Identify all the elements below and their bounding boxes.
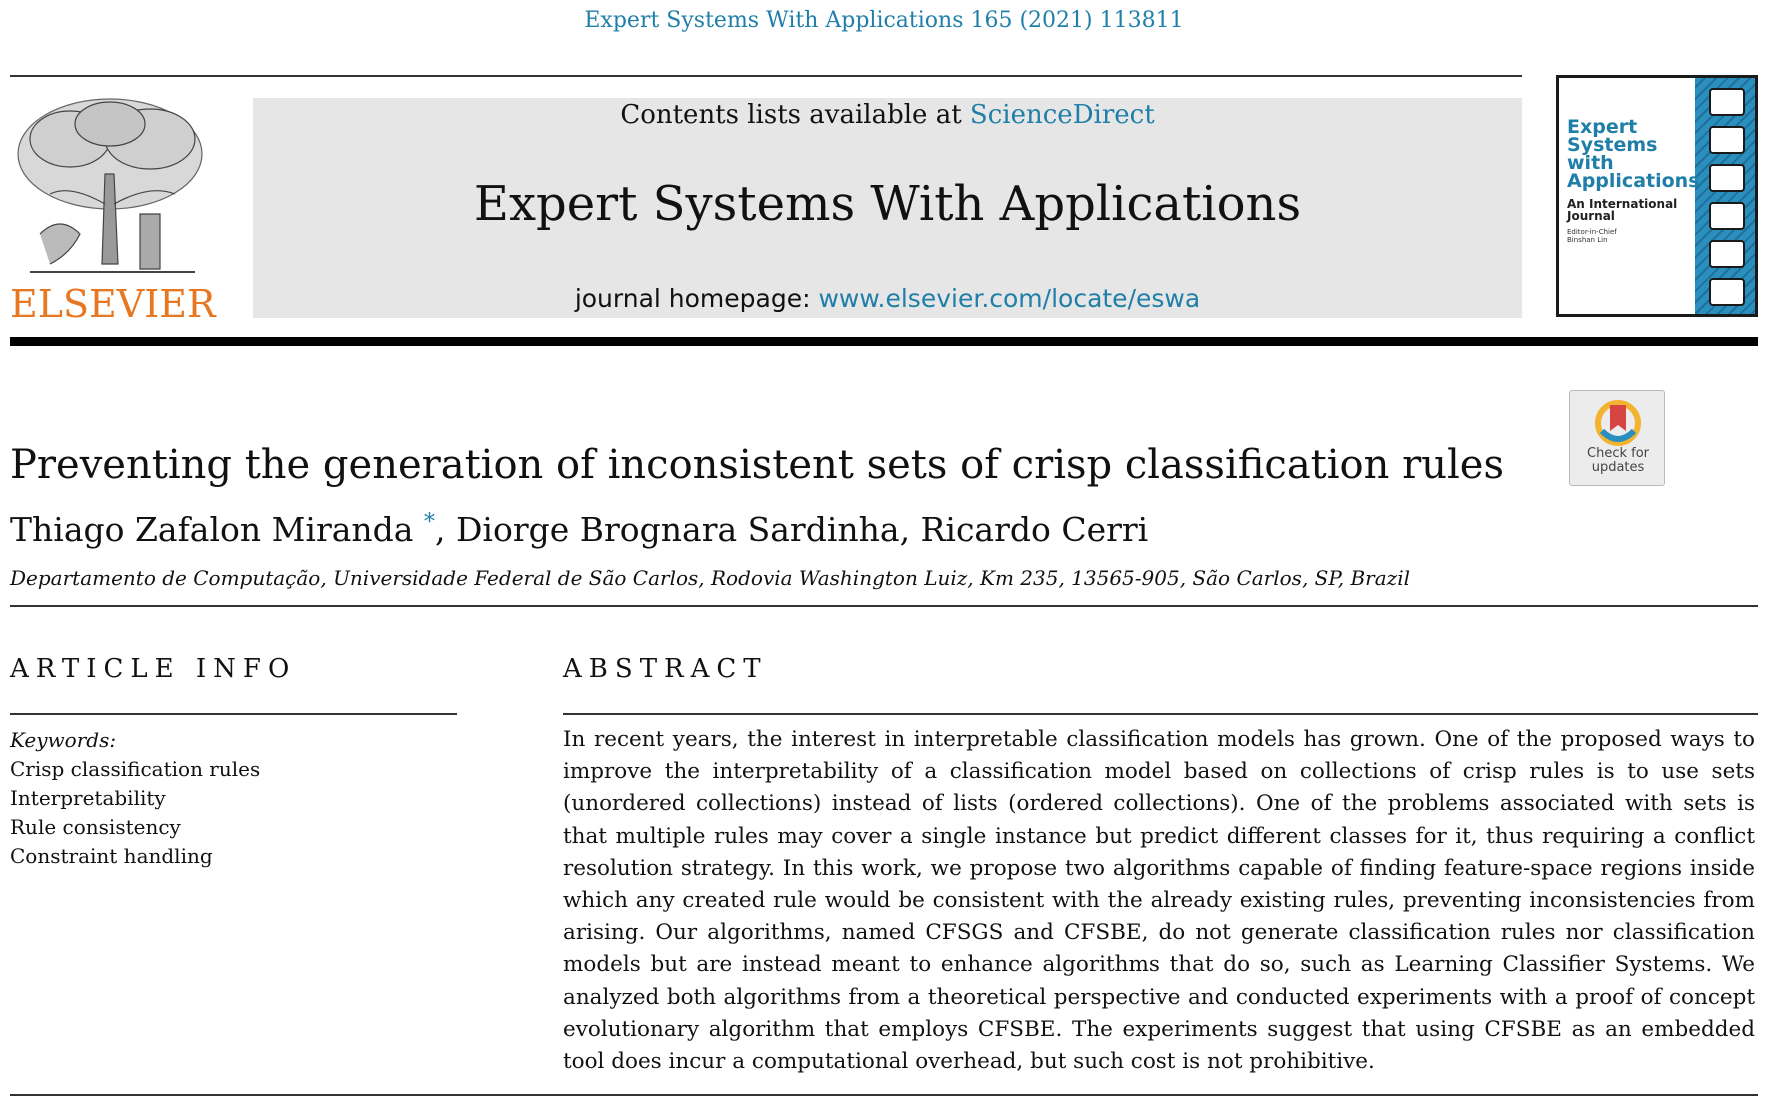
author-list bbox=[10, 510, 1510, 549]
elsevier-wordmark[interactable]: ELSEVIER bbox=[10, 282, 216, 326]
homepage-prefix: journal homepage: bbox=[574, 284, 819, 313]
check-updates-label: Check for updates bbox=[1587, 446, 1649, 475]
keyword-item: Crisp classification rules bbox=[10, 757, 261, 781]
journal-title: Expert Systems With Applications bbox=[473, 176, 1302, 232]
keywords-label: Keywords: bbox=[10, 728, 117, 752]
keyword-item: Rule consistency bbox=[10, 815, 181, 839]
cover-title-line: Expert bbox=[1567, 116, 1638, 138]
affiliation: Departamento de Computação, Universidade Federal de São Carlos, Rodovia Washington Luiz, Km 235, 13565-905, São Carlos, SP, Brazil bbox=[10, 566, 1410, 590]
cover-title-line: with bbox=[1567, 152, 1614, 174]
homepage-line bbox=[253, 284, 1522, 313]
masthead-thick-rule bbox=[10, 337, 1758, 346]
cover-title-line: Systems bbox=[1567, 134, 1658, 156]
abstract-heading: ABSTRACT bbox=[563, 654, 768, 684]
check-updates-icon bbox=[1588, 397, 1648, 449]
abstract-rule bbox=[563, 713, 1758, 715]
corresponding-author-mark[interactable]: * bbox=[423, 510, 435, 535]
cover-title-line: Applications bbox=[1567, 170, 1700, 192]
sciencedirect-link[interactable]: ScienceDirect bbox=[969, 100, 1155, 130]
cover-subtitle: An International Journal bbox=[1567, 197, 1678, 223]
keyword-item: Interpretability bbox=[10, 786, 166, 810]
cover-editor bbox=[1567, 228, 1707, 244]
article-info-rule bbox=[10, 713, 457, 715]
scales-icon bbox=[1709, 164, 1745, 192]
microscope-icon bbox=[1709, 202, 1745, 230]
running-head[interactable]: Expert Systems With Applications 165 (2021) 113811 bbox=[584, 8, 1184, 33]
tree-icon bbox=[10, 94, 210, 284]
journal-cover[interactable] bbox=[1556, 75, 1758, 317]
author-first[interactable]: Thiago Zafalon Miranda bbox=[10, 510, 414, 549]
check-for-updates-button[interactable] bbox=[1569, 390, 1665, 486]
contents-prefix: Contents lists available at bbox=[620, 100, 970, 130]
contents-line bbox=[253, 100, 1522, 130]
author-rest: , Diorge Brognara Sardinha, Ricardo Cerri bbox=[434, 510, 1149, 549]
caduceus-icon bbox=[1709, 278, 1745, 306]
article-title: Preventing the generation of inconsistent sets of crisp classification rules bbox=[10, 442, 1504, 488]
cover-editor-label: Editor-in-Chief bbox=[1567, 228, 1617, 236]
satellite-icon bbox=[1709, 240, 1745, 268]
steering-wheel-icon bbox=[1709, 88, 1745, 116]
affiliation-rule bbox=[10, 605, 1758, 607]
cover-editor-name: Binshan Lin bbox=[1567, 236, 1608, 244]
article-info-heading: ARTICLE INFO bbox=[10, 654, 297, 684]
top-rule bbox=[10, 75, 1522, 77]
homepage-link[interactable]: www.elsevier.com/locate/eswa bbox=[818, 284, 1201, 313]
keyword-item: Constraint handling bbox=[10, 844, 213, 868]
abstract-text: In recent years, the interest in interpretable classification models has grown. One of the proposed ways to improve the interpretability of a classification model based on collections of crisp rules is to use sets (unordered collections) instead of lists (ordered collections). One of the problems associated with sets is that multiple rules may cover a single instance but predict different classes for it, thus requiring a conflict resolution strategy. In this work, we propose two algorithms capable of finding feature-space regions inside which any created rule would be consistent with the already existing rules, preventing inconsistencies from arising. Our algorithms, named CFSGS and CFSBE, do not generate classification rules nor classification models but are instead meant to enhance algorithms that do so, such as Learning Classifier Systems. We analyzed both algorithms from a theoretical perspective and conducted experiments with a proof of concept evolutionary algorithm that employs CFSBE. The experiments suggest that using CFSBE as an embedded tool does incur a computational overhead, but such cost is not prohibitive. bbox=[563, 727, 1755, 1075]
bar-chart-icon bbox=[1709, 126, 1745, 154]
cover-title bbox=[1567, 118, 1707, 190]
keywords-block bbox=[10, 726, 460, 871]
bottom-rule bbox=[10, 1094, 1758, 1096]
